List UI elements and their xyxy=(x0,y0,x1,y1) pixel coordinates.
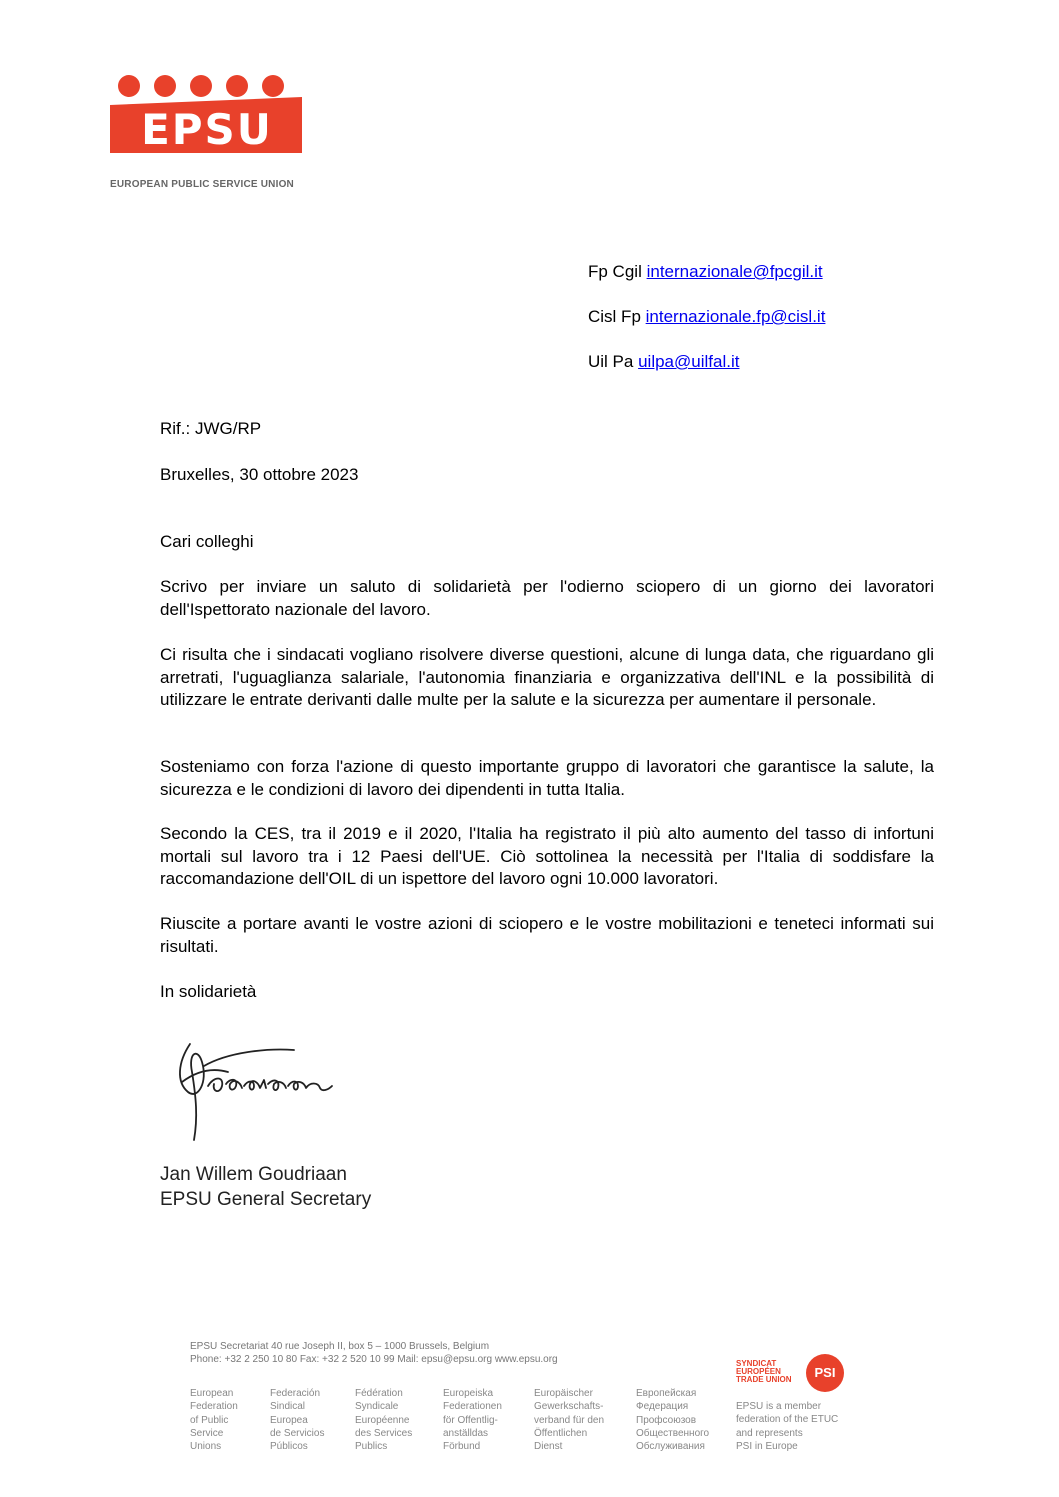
logo-dot xyxy=(190,75,212,97)
footer-col-line: des Services xyxy=(355,1427,413,1439)
recipients-block xyxy=(588,262,825,397)
reference-line: Rif.: JWG/RP xyxy=(160,419,262,438)
greeting: Cari colleghi xyxy=(160,532,254,551)
footer-col-line: Publics xyxy=(355,1441,388,1453)
logo-dot xyxy=(154,75,176,97)
footer-address-line: EPSU Secretariat 40 rue Joseph II, box 5 – 1000 Brussels, Belgium xyxy=(190,1341,490,1352)
footer-col-line: Europäischer xyxy=(534,1388,593,1399)
footer-address xyxy=(190,1340,558,1366)
footer-col-line: Públicos xyxy=(270,1441,308,1453)
recipient xyxy=(588,307,825,352)
footer-col-line: Förbund xyxy=(443,1441,481,1453)
footer-col-line: anställdas xyxy=(443,1427,489,1439)
body-paragraph: Scrivo per inviare un saluto di solidarietà per l'odierno sciopero di un giorno dei lavoratori dell'Ispettorato nazionale del lavoro. xyxy=(160,577,934,619)
body-paragraph: Secondo la CES, tra il 2019 e il 2020, l'Italia ha registrato il più alto aumento del tasso di infortuni mortali sul lavoro tra i 12 Paesi dell'UE. Ciò sottolinea la necessità per l'Italia di soddisfare la raccomandazione dell'OIL di un ispettore del lavoro ogni 10.000 lavoratori. xyxy=(160,824,934,888)
etuc-logo: SYNDICAT EUROPÉEN TRADE UNION xyxy=(736,1359,792,1384)
body-paragraph: Riuscite a portare avanti le vostre azioni di sciopero e le vostre mobilitazioni e teneteci informati sui risultati. xyxy=(160,914,934,956)
logo-dot xyxy=(226,75,248,97)
footer-membership-note xyxy=(736,1400,838,1453)
footer-col-line: Gewerkschafts- xyxy=(534,1401,604,1413)
signer-title: EPSU General Secretary xyxy=(160,1189,372,1210)
footer-col-line: Europea xyxy=(270,1414,308,1426)
footer-language-column xyxy=(636,1387,709,1453)
footer-language-column xyxy=(270,1387,324,1453)
recipient xyxy=(588,262,825,307)
body-paragraph: Sosteniamo con forza l'azione di questo importante gruppo di lavoratori che garantisce la salute, la sicurezza e le condizioni di lavoro dei dipendenti in tutta Italia. xyxy=(160,757,934,799)
footer-col-line: Federationen xyxy=(443,1401,502,1413)
footer-contact-line: Phone: +32 2 250 10 80 Fax: +32 2 520 10 99 Mail: epsu@epsu.org www.epsu.org xyxy=(190,1354,558,1365)
recipient xyxy=(588,352,825,397)
handwritten-signature xyxy=(168,1022,348,1142)
footer-note-line: PSI in Europe xyxy=(736,1440,798,1452)
footer-col-line: för Offentlig- xyxy=(443,1414,498,1426)
footer-col-line: Europeiska xyxy=(443,1388,494,1399)
body-paragraph: Ci risulta che i sindacati vogliano risolvere diverse questioni, alcune di lunga data, che riguardano gli arretrati, l'uguaglianza salariale, l'autonomia finanziaria e organizzativa dell'INL e la possibilità di utilizzare le entrate derivanti dalle multe per la salute e la sicurezza per aumentare il personale. xyxy=(160,645,934,709)
signer-block xyxy=(160,1162,371,1212)
footer-note-line: EPSU is a member xyxy=(736,1401,822,1412)
signer-name: Jan Willem Goudriaan xyxy=(160,1164,347,1185)
footer-col-line: Общественного xyxy=(636,1427,710,1439)
footer-col-line: of Public xyxy=(190,1414,229,1426)
footer-col-line: Syndicale xyxy=(355,1401,399,1413)
footer-col-line: Unions xyxy=(190,1441,222,1453)
epsu-logo xyxy=(108,75,308,195)
footer-note-line: federation of the ETUC xyxy=(736,1414,839,1426)
footer-col-line: Öffentlichen xyxy=(534,1427,588,1439)
logo-dot xyxy=(262,75,284,97)
footer-col-line: Dienst xyxy=(534,1441,563,1453)
footer-col-line: Federación xyxy=(270,1388,321,1399)
footer-language-column xyxy=(355,1387,412,1453)
footer-language-column xyxy=(534,1387,604,1453)
recipient-org: Fp Cgil xyxy=(588,262,642,281)
recipient-email-link[interactable]: uilpa@uilfal.it xyxy=(638,352,740,371)
recipient-email-link[interactable]: internazionale.fp@cisl.it xyxy=(645,307,826,326)
footer-col-line: European xyxy=(190,1388,234,1399)
psi-logo: PSI xyxy=(806,1354,844,1392)
footer-col-line: verband für den xyxy=(534,1414,605,1426)
footer-language-column xyxy=(443,1387,502,1453)
footer-col-line: Fédération xyxy=(355,1388,403,1399)
footer-col-line: Европейская xyxy=(636,1388,697,1399)
logo-dot xyxy=(118,75,140,97)
footer-note-line: and represents xyxy=(736,1427,803,1439)
footer-col-line: Européenne xyxy=(355,1414,410,1426)
closing: In solidarietà xyxy=(160,982,257,1001)
recipient-org: Uil Pa xyxy=(588,352,634,371)
date-line: Bruxelles, 30 ottobre 2023 xyxy=(160,465,359,484)
recipient-org: Cisl Fp xyxy=(588,307,641,326)
logo-tagline: EUROPEAN PUBLIC SERVICE UNION xyxy=(110,179,294,190)
footer-language-column xyxy=(190,1387,238,1453)
footer-col-line: Обслуживания xyxy=(636,1441,705,1453)
footer-col-line: Federation xyxy=(190,1401,238,1413)
footer-col-line: de Servicios xyxy=(270,1427,325,1439)
logo-wordmark: EPSU xyxy=(141,105,273,154)
footer-col-line: Service xyxy=(190,1427,224,1439)
footer-col-line: Sindical xyxy=(270,1401,306,1413)
recipient-email-link[interactable]: internazionale@fpcgil.it xyxy=(646,262,823,281)
footer-col-line: Федерация xyxy=(636,1401,689,1413)
footer-col-line: Профсоюзов xyxy=(636,1414,697,1426)
